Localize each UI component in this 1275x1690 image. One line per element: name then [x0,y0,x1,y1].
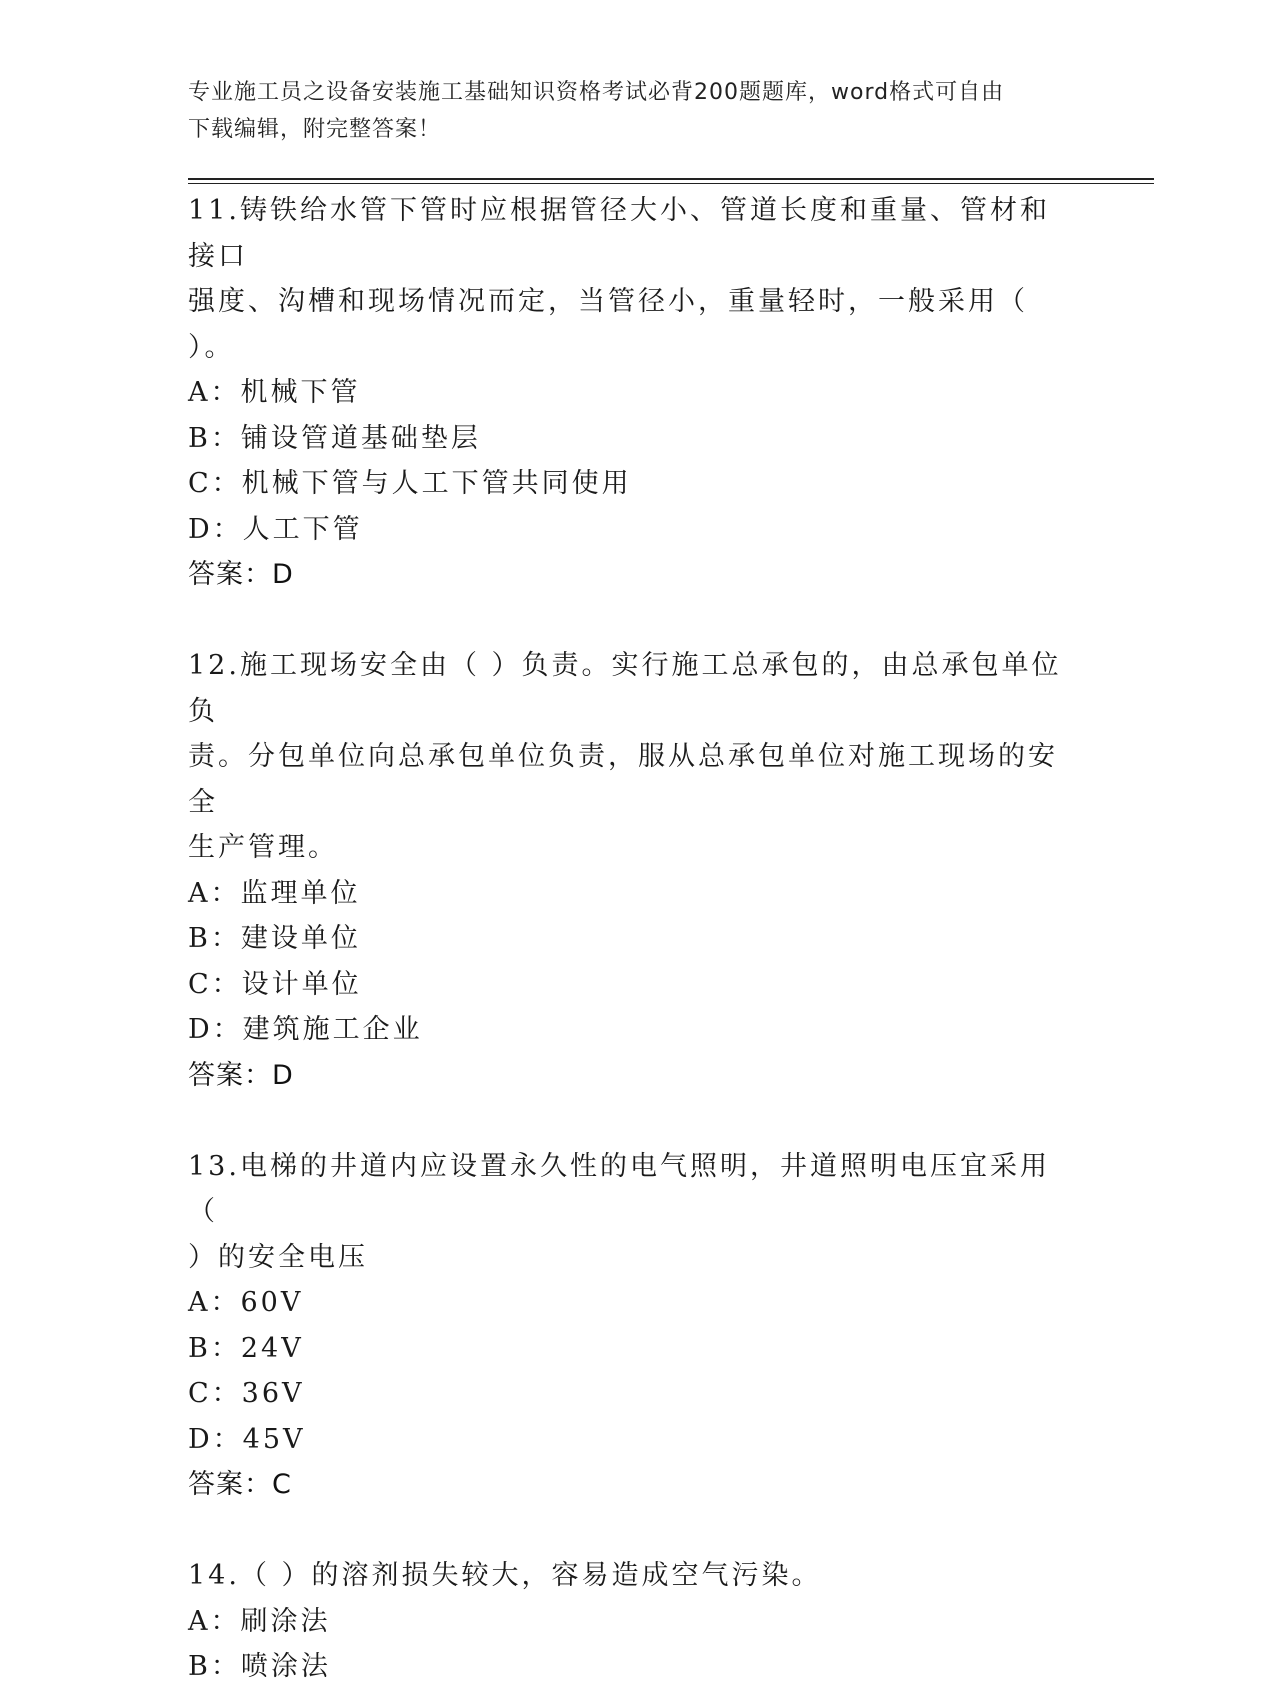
option-b: B：24V [188,1332,304,1364]
question-text-line: ）的安全电压 [188,1241,368,1273]
question-12 [188,643,1068,1098]
question-text-line: 12.施工现场安全由（ ）负责。实行施工总承包的，由总承包单位负 [188,650,1062,727]
answer: 答案：C [188,1469,292,1500]
option-b: B：铺设管道基础垫层 [188,422,481,454]
option-b: B：喷涂法 [188,1651,331,1682]
header-line-1: 专业施工员之设备安装施工基础知识资格考试必背200题题库，word格式可自由 [188,80,1005,105]
question-text-line: 14.（ ）的溶剂损失较大，容易造成空气污染。 [188,1560,822,1591]
question-list [188,188,1068,1690]
option-d: D：人工下管 [188,513,363,545]
question-13 [188,1144,1068,1508]
option-d: D：45V [188,1423,306,1455]
option-a: A：监理单位 [188,877,361,909]
answer: 答案：D [188,559,294,590]
header-divider-thin [188,183,1154,184]
option-c: C：设计单位 [188,968,362,1000]
header-line-2: 下载编辑，附完整答案！ [188,117,442,142]
question-text-line: 强度、沟槽和现场情况而定，当管径小，重量轻时，一般采用（ ）。 [188,286,1028,363]
option-c: C：36V [188,1378,305,1409]
option-d: D：建筑施工企业 [188,1014,423,1045]
question-text-line: 13.电梯的井道内应设置永久性的电气照明，井道照明电压宜采用（ [188,1150,1050,1227]
option-b: B：建设单位 [188,923,361,954]
answer: 答案：D [188,1059,294,1091]
question-11 [188,188,1068,598]
header-divider-thick [188,178,1154,180]
option-c: C：机械下管与人工下管共同使用 [188,468,632,499]
option-a: A：60V [188,1287,304,1318]
question-text-line: 11.铸铁给水管下管时应根据管径大小、管道长度和重量、管材和接口 [188,195,1050,272]
document-header [188,74,1088,148]
question-text-line: 责。分包单位向总承包单位负责，服从总承包单位对施工现场的安全 [188,741,1058,818]
spacer [188,1508,1068,1554]
spacer [188,598,1068,644]
question-text-line: 生产管理。 [188,832,338,863]
option-a: A：机械下管 [188,377,361,408]
option-a: A：刷涂法 [188,1605,331,1637]
spacer [188,1098,1068,1144]
question-14 [188,1553,1068,1690]
